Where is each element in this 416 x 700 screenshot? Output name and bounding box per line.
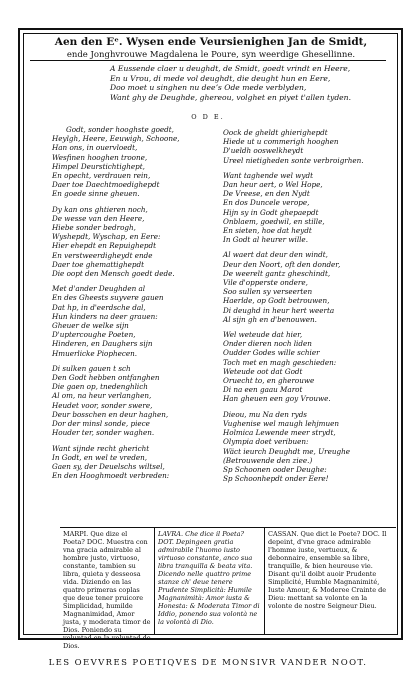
- poem-line: Olympia doet veribuen:: [223, 437, 309, 447]
- poem-line: Godt, sonder hooghste goedt,: [66, 125, 174, 134]
- poem-line: En des Gheests suyvere gauen: [52, 293, 164, 303]
- poem-line: Met d'ander Deughden al: [52, 284, 146, 294]
- poem-line: Onblaem, goedwil, en stille,: [223, 216, 325, 226]
- poem-line: Onder dieren noch liden: [223, 339, 312, 349]
- poem-line: Wel weteude dat hier,: [223, 330, 303, 340]
- title-rule: [30, 60, 386, 61]
- poem-line: En verstweerdigheydt ende: [52, 250, 153, 260]
- poem-line: D'uptercoughe Poeten,: [52, 330, 136, 340]
- poem-line: Sp Schoonen ooder Deughe:: [223, 464, 327, 474]
- poem-line: Vile d'opperste ondere,: [223, 278, 308, 288]
- poem-line: Dieou, mu Na den ryds: [223, 409, 307, 419]
- commentary-section: [60, 527, 396, 650]
- poem-stanza: [223, 128, 398, 165]
- poem-line: En goede sinne gheuen.: [52, 189, 140, 199]
- poem-line: Hun kinders na deer grauen:: [52, 311, 158, 321]
- ode-heading: O D E.: [191, 113, 225, 121]
- poem-right-column: [223, 128, 398, 489]
- poem-line: Want sijnde recht ghericht: [52, 443, 150, 453]
- poem-stanza: [52, 364, 227, 438]
- poem-line: Oock de gheldt ghierighepdt: [223, 128, 328, 137]
- poem-stanza: [223, 330, 398, 404]
- poem-line: Oruecht to, en gherouwe: [223, 376, 315, 386]
- poem-line: Hmuerlicke Piophecen.: [52, 348, 138, 358]
- commentary-french: CASSAN. Que dict le Poete? DOC. Il depeint, d'vne grace admirable l'homme iuste, vertueux, & debonnaire, ensemble sa libre, tranquille, & bien heureuse vie. Disant qu'il doibt auoir Prudente Simplicité, Humble Magnanimité, Iuste Amour, & Moderee Crainte de Dieu: mettant sa volonte en la volonte de nostre Seigneur Dieu.: [268, 530, 387, 610]
- poem-line: Han gheuen een goy Vrouwe.: [223, 394, 331, 404]
- page-footer: LES OEVVRES POETIQVES DE MONSIVR VANDER NOOT.: [48, 658, 368, 668]
- poem-line: Wesfinen hooghen troone,: [52, 152, 148, 162]
- intro-line: Want ghy de Deughde, ghereou, volghet en piyet t'allen tyden.: [110, 92, 351, 102]
- poem-line: Deur den Noort, oft den donder,: [223, 259, 341, 269]
- poem-line: Di na een gaau Marot: [223, 385, 303, 395]
- poem-line: De Vreese, en den Nydt: [223, 189, 310, 199]
- title-line-2: ende Jonghvrouwe Magdalena le Poure, syn weerdige Ghesellinne.: [66, 50, 356, 60]
- poem-line: D'ueldh ooswelkheydt: [223, 146, 304, 156]
- poem-line: Holmica Lewende meer strydt,: [223, 428, 336, 438]
- poem-line: Gheuer de welke sijn: [52, 321, 129, 331]
- poem-stanza: [52, 125, 227, 199]
- poem-line: Gaen sy, der Deuelschs wiltsel,: [52, 461, 165, 471]
- poem-line: In Godt al heurer wille.: [223, 235, 308, 245]
- poem-line: En dos Duncele verope,: [223, 198, 310, 208]
- poem-stanza: [52, 284, 227, 358]
- poem-line: Di sulken gauen t sch: [52, 363, 131, 373]
- poem-line: Hiede ut u commerigh hooghen: [223, 137, 339, 147]
- poem-line: Hiebe sonder bedrogh,: [52, 223, 136, 233]
- poem-line: Sp Schoonhepdt onder Eere!: [223, 474, 329, 484]
- poem-line: Wyshepdt, Wyschap, en Eere:: [52, 232, 161, 242]
- poem-line: Vughenise wel maugh lehjmuen: [223, 418, 339, 428]
- poem-line: Han ons, in ouervloedt,: [52, 143, 138, 153]
- poem-line: De weerelt gantz gheschindt,: [223, 268, 331, 278]
- poem-stanza: [223, 410, 398, 484]
- poem-line: Hier ehepdt en Repuighepdt: [52, 241, 156, 251]
- poem-line: Den Godt hebben ontfanghen: [52, 373, 160, 383]
- dedication-title: [30, 36, 392, 61]
- poem-line: Daer toe Daechtmoedighepdt: [52, 180, 160, 190]
- intro-line: En u Vrou, di mede vol deughdt, die deught hun en Eere,: [110, 73, 331, 83]
- poem-line: Di deughd in heur hert weerta: [223, 305, 335, 315]
- poem-line: Daer toe ghemattighepdt: [52, 259, 145, 269]
- poem-line: Al waert dat deur den windt,: [223, 250, 328, 260]
- poem-line: Haerlde, op Godt betrouwen,: [223, 296, 330, 306]
- title-line-1: Aen den Eᵉ. Wysen ende Veursienighen Jan de Smidt,: [54, 36, 368, 48]
- poem-line: Deur bosschen en deur haghen,: [52, 409, 169, 419]
- poem-line: Dat hp, in d'eerdsche dal,: [52, 302, 146, 312]
- poem-left-column: [52, 125, 227, 486]
- poem-stanza: [223, 171, 398, 245]
- commentary-spanish: MARPI. Que dize el Poeta? DOC. Muestra con vna gracia admirable al hombre justo, virtuoso, constante, tambien su libra, quieta y desseosa vida. Diziendo en las quatro primeras coplas que deue tener pruicore Simplicidad, humilde Magnanimidad, Amor justa, y moderata timor de Dios. Poniendo su voluntad en la voluntad de Dios.: [60, 528, 155, 634]
- poem-line: De wesse van den Heere,: [52, 213, 145, 223]
- poem-line: Soo sullen sy verseerten: [223, 287, 313, 297]
- poem-line: Al om, na heur verlanghen,: [52, 391, 152, 401]
- poem-line: Heudet voor, sonder swere,: [52, 400, 153, 410]
- poem-line: In Godt, en wel te vreden,: [52, 452, 147, 462]
- poem-line: (Betrouwende den ziee.): [223, 455, 313, 465]
- poem-line: Houder ter, sonder waghen.: [52, 428, 155, 438]
- poem-stanza: [52, 444, 227, 481]
- poem-line: Wäct ieurch Deughdt me, Ureughe: [223, 446, 350, 456]
- poem-line: Weteude oot dat Godt: [223, 366, 303, 376]
- poem-line: Want taghende wel wydt: [223, 170, 313, 180]
- intro-line: A Eussende claer u deughdt, de Smidt, goedt vrindt en Heere,: [110, 64, 351, 73]
- poem-line: Dy kan ons ghtieren noch,: [52, 204, 148, 214]
- poem-stanza: [223, 250, 398, 324]
- poem-line: Heylgh, Heere, Eeuwigh, Schoone,: [52, 134, 180, 144]
- poem-line: Dor der minsl sonde, piece: [52, 419, 150, 429]
- poem-line: Die oopt den Mensch goedt dede.: [52, 269, 175, 279]
- poem-line: Hijn sy in Godt ghepaepdt: [223, 207, 319, 217]
- poem-line: Oudder Godes wille schier: [223, 348, 320, 358]
- poem-line: En sieten, hoe dat heydt: [223, 226, 312, 236]
- poem-line: Ureel nietigheden sonte verbroigrhen.: [223, 155, 364, 165]
- poem-line: Die gaen op, tnedenghlich: [52, 382, 148, 392]
- poem-line: Al sijn gh en d'benouwen.: [223, 314, 317, 324]
- intro-verse: [110, 64, 380, 102]
- intro-line: Doo moet u singhen nu deeʼs Ode mede verblyden,: [110, 83, 307, 93]
- poem-line: Hinderen, en Daughers sijn: [52, 339, 153, 349]
- poem-line: En den Hooghmoedt verbreden:: [52, 471, 170, 481]
- commentary-italian: LAVRA. Che dice il Poeta? DOT. Depingeen gratia admirabile l'huomo iusto virtuoso constante, anco sua libra tranquilla & beata vita. Dicendo nelle quattro prime stanze ch' deue tenere Prudente Simplicità: Humile Magnanimità: Amor iusta & Honesta: & Moderata Timor di Iddio, ponendo sua volontà ne la volontà di Dio.: [155, 528, 265, 634]
- poem-line: Dan heur aert, o Wel Hope,: [223, 180, 323, 190]
- poem-stanza: [52, 205, 227, 279]
- poem-line: Himpel Deurstichtighept,: [52, 161, 145, 171]
- poem-line: En opecht, verdrauen rein,: [52, 171, 151, 181]
- poem-line: Toch met en magh geschieden:: [223, 357, 337, 367]
